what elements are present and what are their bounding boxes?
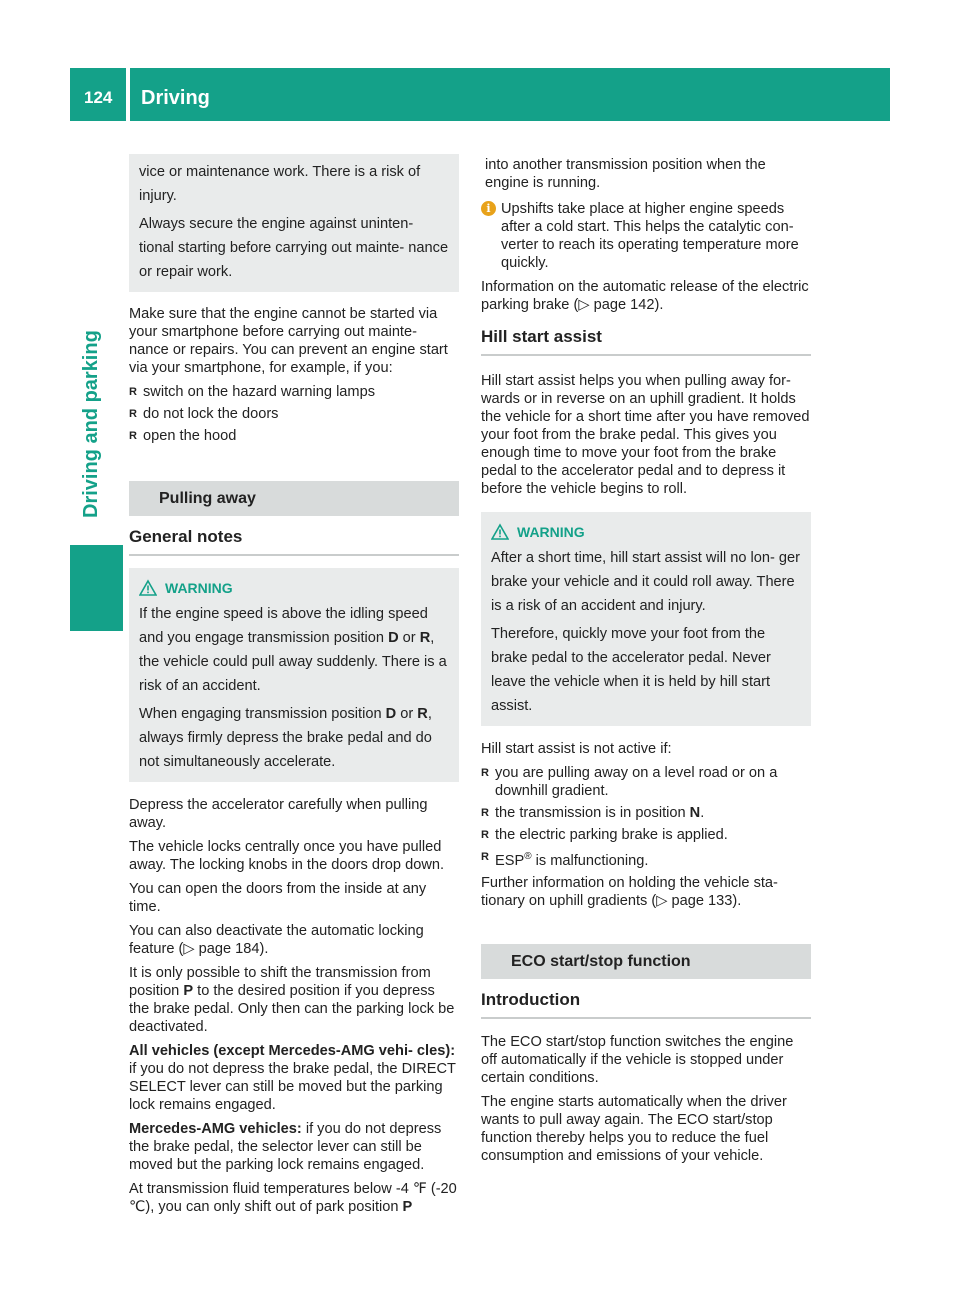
page-number: 124 <box>84 88 113 107</box>
warning-heading <box>491 520 801 544</box>
warning-heading <box>139 576 449 600</box>
side-tab-block <box>70 545 123 631</box>
subheading: Hill start assist <box>481 328 811 356</box>
subheading: Introduction <box>481 991 811 1019</box>
paragraph: Mercedes-AMG vehicles: if you do not depress the brake pedal, the selector lever can still be moved but the parking lock remains engaged. <box>129 1121 442 1173</box>
info-icon: i <box>481 201 496 216</box>
bullet-list <box>481 764 811 870</box>
paragraph: Hill start assist is not active if: <box>481 741 672 757</box>
warning-triangle-icon <box>139 579 157 597</box>
warning-text: Therefore, quickly move your foot from the brake pedal to the accelerator pedal. Never leave the vehicle when it is held by hill start assist. <box>491 626 771 714</box>
warning-text: When engaging transmission position D or R, always firmly depress the brake pedal and do not simultaneously accelerate. <box>139 706 432 770</box>
paragraph: All vehicles (except Mercedes-AMG vehi- cles): if you do not depress the brake pedal, the DIRECT SELECT lever can still be moved but the parking lock remains engaged. <box>129 1043 456 1113</box>
warning-box-continued <box>129 154 459 292</box>
paragraph: The vehicle locks centrally once you have pulled away. The locking knobs in the doors drop down. <box>129 839 445 873</box>
paragraph: At transmission fluid temperatures below -4 ℉ (-20 ℃), you can only shift out of park position P <box>129 1181 457 1215</box>
list-item: R the electric parking brake is applied. <box>481 826 811 844</box>
paragraph: Hill start assist helps you when pulling away for- wards or in reverse on an uphill gradient. It holds the vehicle for a short time after you have removed your foot from the brake pedal. This gives you enough time to move your foot from the brake pedal to the accelerator pedal and to depress it before the vehicle begins to roll. <box>481 373 810 497</box>
list-item: R switch on the hazard warning lamps <box>129 383 459 401</box>
paragraph: Information on the automatic release of the electric parking brake (▷ page 142). <box>481 279 809 313</box>
paragraph: into another transmission position when the engine is running. <box>485 157 766 191</box>
header-divider <box>126 68 130 121</box>
warning-box <box>129 568 459 782</box>
paragraph: It is only possible to shift the transmission from position P to the desired position if you depress the brake pedal. Only then can the parking lock be deactivated. <box>129 965 455 1035</box>
list-item: R you are pulling away on a level road or on a downhill gradient. <box>481 764 811 800</box>
paragraph: Further information on holding the vehicle sta- tionary on uphill gradients (▷ page 133). <box>481 874 778 909</box>
list-item: R open the hood <box>129 427 459 445</box>
subheading: General notes <box>129 528 459 556</box>
column-left <box>129 150 459 1222</box>
info-note: i Upshifts take place at higher engine speeds after a cold start. This helps the catalytic con- verter to reach its operating temperature more quickly. <box>481 200 811 272</box>
list-item: R ESP® is malfunctioning. <box>481 848 811 870</box>
paragraph: You can also deactivate the automatic locking feature (▷ page 184). <box>129 923 424 957</box>
warning-text: After a short time, hill start assist will no lon- ger brake your vehicle and it could roll away. There is a risk of an accident and injury. <box>491 550 801 614</box>
chapter-title: Driving <box>141 87 210 109</box>
paragraph: The ECO start/stop function switches the engine off automatically if the vehicle is stopped under certain conditions. <box>481 1033 794 1086</box>
warning-text: If the engine speed is above the idling speed and you engage transmission position D or R, the vehicle could pull away suddenly. There is a risk of an accident. <box>139 606 447 694</box>
list-item: R the transmission is in position N. <box>481 804 811 822</box>
bullet-list <box>129 383 459 445</box>
paragraph: Make sure that the engine cannot be started via your smartphone before carrying out mainte- nance or repairs. You can prevent an engine start via your smartphone, for example, if you: <box>129 306 448 376</box>
paragraph: The engine starts automatically when the driver wants to pull away again. The ECO start/stop function thereby helps you to reduce the fuel consumption and emissions of your vehicle. <box>481 1093 787 1164</box>
warning-text: vice or maintenance work. There is a risk of injury. <box>139 164 421 204</box>
column-right <box>481 150 811 1171</box>
warning-label: WARNING <box>165 580 233 596</box>
list-item: R do not lock the doors <box>129 405 459 423</box>
section-heading: ECO start/stop function <box>481 944 811 979</box>
warning-label: WARNING <box>517 524 585 540</box>
section-heading: Pulling away <box>129 481 459 516</box>
paragraph: Depress the accelerator carefully when pulling away. <box>129 797 428 831</box>
paragraph: You can open the doors from the inside at any time. <box>129 881 427 915</box>
side-tab-label: Driving and parking <box>80 330 102 518</box>
warning-triangle-icon <box>491 523 509 541</box>
warning-box <box>481 512 811 726</box>
warning-text: Always secure the engine against uninten- tional starting before carrying out mainte- nance or repair work. <box>139 216 449 280</box>
